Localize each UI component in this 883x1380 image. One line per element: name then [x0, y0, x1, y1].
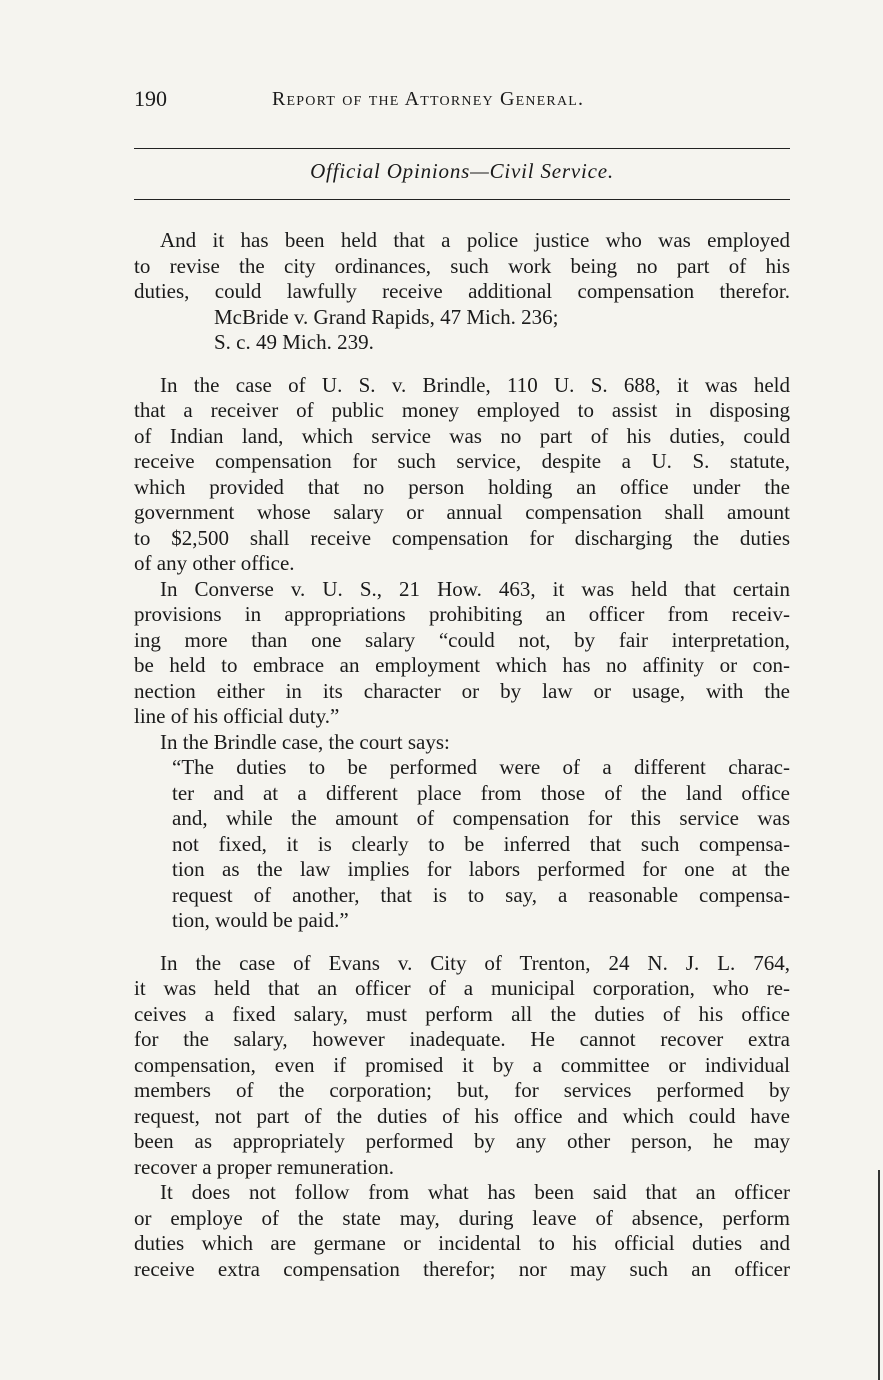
page-header	[134, 86, 790, 120]
text-line: to $2,500 shall receive compensation for discharging the duties	[134, 525, 790, 550]
running-title: Report of the Attorney General.	[272, 88, 585, 110]
text-line: receive extra compensation therefor; nor may such an officer	[134, 1256, 790, 1281]
text-line: government whose salary or annual compensation shall amount	[134, 500, 790, 524]
text-line: In the case of Evans v. City of Trenton, 24 N. J. L. 764,	[160, 950, 790, 975]
text-line: provisions in appropriations prohibiting an officer from receiv-	[134, 602, 790, 626]
block-quote	[134, 755, 790, 934]
text-line: ing more than one salary “could not, by fair interpretation,	[134, 627, 790, 652]
quote-line: ter and at a different place from those of the land office	[172, 780, 790, 805]
text-line: ceives a fixed salary, must perform all the duties of his office	[134, 1001, 790, 1026]
text-line: be held to embrace an employment which has no affinity or con-	[134, 653, 790, 677]
text-line: to revise the city ordinances, such work being no part of his	[134, 253, 790, 278]
text-line: or employe of the state may, during leave of absence, perform	[134, 1205, 790, 1230]
text-line: It does not follow from what has been said that an officer	[160, 1180, 790, 1204]
text-line: recover a proper remuneration.	[134, 1154, 395, 1179]
text-line: been as appropriately performed by any other person, he may	[134, 1129, 790, 1153]
quote-line: request of another, that is to say, a reasonable compensa-	[172, 882, 790, 907]
scan-margin-line	[878, 1170, 880, 1380]
text-line: In the case of U. S. v. Brindle, 110 U. S. 688, it was held	[160, 372, 790, 397]
citation-line: S. c. 49 Mich. 239.	[214, 330, 374, 354]
paragraph-brindle-intro	[134, 730, 790, 756]
text-line: of any other office.	[134, 551, 295, 575]
citation-block	[134, 305, 790, 356]
quote-line: tion as the law implies for labors performed for one at the	[172, 857, 790, 881]
text-line: line of his official duty.”	[134, 704, 340, 728]
quote-line: tion, would be paid.”	[172, 908, 349, 932]
text-line: of Indian land, which service was no part of his duties, could	[134, 423, 790, 448]
quote-line: not fixed, it is clearly to be inferred that such compensa-	[172, 831, 790, 856]
header-rule-bottom	[134, 199, 790, 200]
text-line: In the Brindle case, the court says:	[160, 729, 450, 754]
text-line: for the salary, however inadequate. He cannot recover extra	[134, 1027, 790, 1051]
paragraph-gap	[134, 934, 790, 951]
citation-line: McBride v. Grand Rapids, 47 Mich. 236;	[214, 304, 559, 329]
quote-line: “The duties to be performed were of a different charac-	[172, 755, 790, 779]
text-line: And it has been held that a police justice who was employed	[160, 228, 790, 252]
page-number: 190	[134, 86, 167, 111]
section-title: Official Opinions—Civil Service.	[310, 159, 614, 183]
text-line: In Converse v. U. S., 21 How. 463, it was held that certain	[160, 576, 790, 601]
paragraph-gap	[134, 356, 790, 373]
quote-line: and, while the amount of compensation for this service was	[172, 806, 790, 830]
paragraph-leave-of-absence	[134, 1180, 790, 1282]
text-line: which provided that no person holding an office under the	[134, 474, 790, 499]
text-line: compensation, even if promised it by a committee or individual	[134, 1052, 790, 1077]
paragraph-evans	[134, 951, 790, 1181]
text-line: duties which are germane or incidental to his official duties and	[134, 1231, 790, 1255]
paragraph-police-justice	[134, 228, 790, 305]
text-line: request, not part of the duties of his office and which could have	[134, 1103, 790, 1128]
header-rule-top	[134, 148, 790, 149]
text-line: it was held that an officer of a municipal corporation, who re-	[134, 976, 790, 1000]
paragraph-brindle	[134, 373, 790, 577]
text-line: that a receiver of public money employed to assist in disposing	[134, 398, 790, 422]
body-text	[134, 228, 790, 1282]
paragraph-converse	[134, 577, 790, 730]
text-line: duties, could lawfully receive additional compensation therefor.	[134, 279, 790, 303]
text-line: receive compensation for such service, despite a U. S. statute,	[134, 449, 790, 473]
text-line: members of the corporation; but, for services performed by	[134, 1078, 790, 1102]
text-line: nection either in its character or by law or usage, with the	[134, 678, 790, 703]
